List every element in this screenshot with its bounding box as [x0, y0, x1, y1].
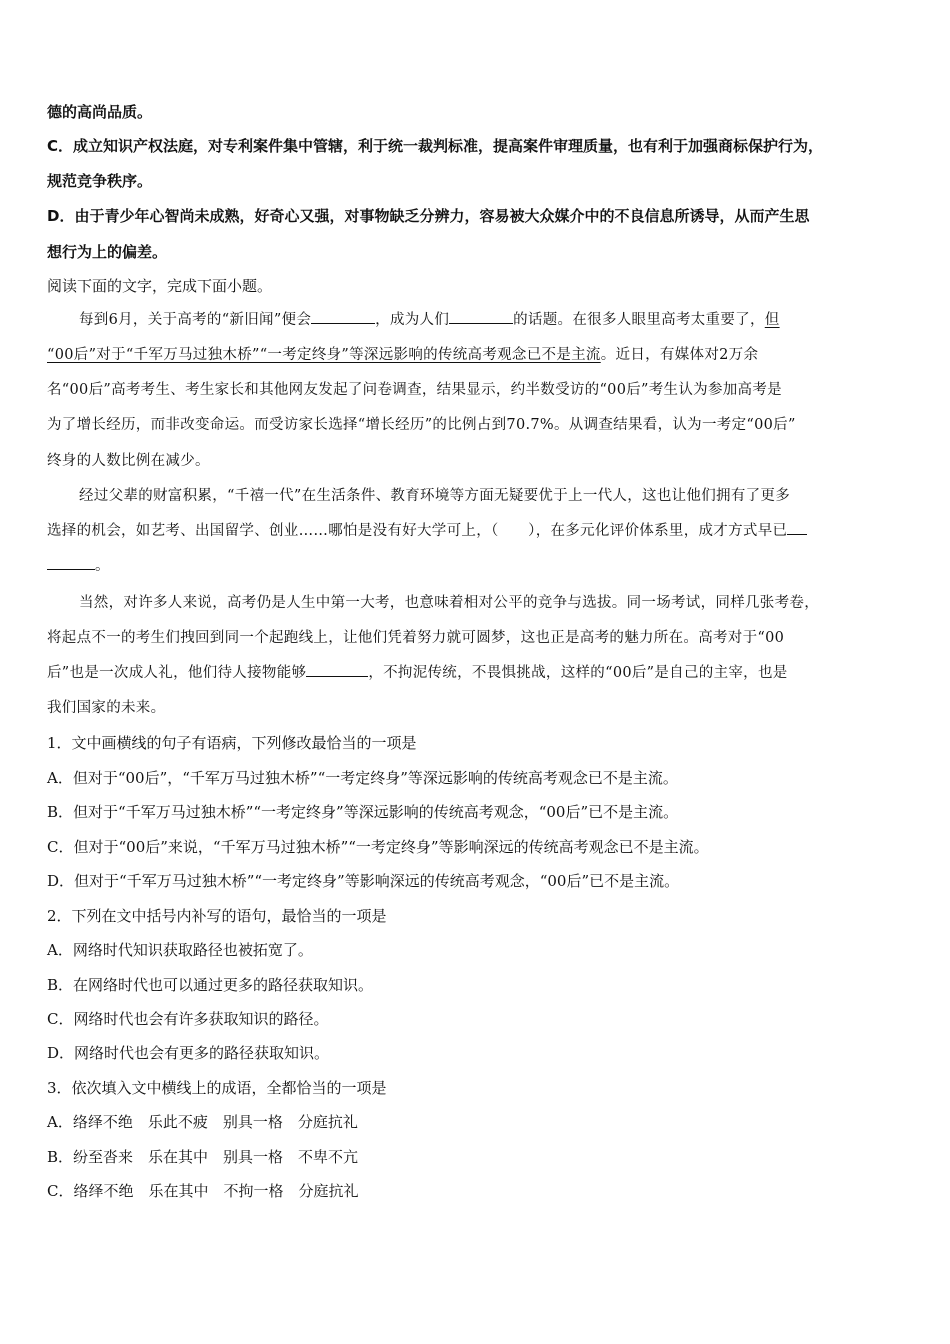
passage-p2-line1: 经过父辈的财富积累，“千禧一代”在生活条件、教育环境等方面无疑要优于上一代人，这也让他们拥有了更多	[79, 488, 791, 504]
prev-option-d-line1: D．由于青少年心智尚未成熟，好奇心又强，对事物缺乏分辨力，容易被大众媒介中的不良信息所诱导，从而产生思	[47, 207, 810, 225]
blank-2	[449, 310, 513, 324]
blank-3b	[47, 556, 95, 570]
question-1-option-c: C．但对于“00后”来说，“千军万马过独木桥”“一考定终身”等影响深远的传统高考观念已不是主流。	[47, 838, 709, 856]
question-2-stem: 2．下列在文中括号内补写的语句，最恰当的一项是	[47, 907, 387, 925]
question-3-stem: 3．依次填入文中横线上的成语，全都恰当的一项是	[47, 1079, 387, 1097]
blank-1	[311, 310, 375, 324]
question-3-option-b: B．纷至沓来 乐在其中 别具一格 不卑不亢	[47, 1148, 359, 1166]
prev-option-c-line2: 规范竞争秩序。	[47, 172, 153, 190]
passage-p1-line3: 名“00后”高考考生、考生家长和其他网友发起了问卷调查，结果显示，约半数受访的“00后”考生认为参加高考是	[47, 382, 782, 398]
question-2-option-d: D．网络时代也会有更多的路径获取知识。	[47, 1044, 330, 1062]
underlined-sentence: “00后”对于“千军万马过独木桥”“一考定终身”等深远影响的传统高考观念已不是主流	[47, 347, 601, 363]
question-2-option-b: B．在网络时代也可以通过更多的路径获取知识。	[47, 976, 374, 994]
blank-3a	[787, 521, 807, 535]
question-2-option-a: A．网络时代知识获取路径也被拓宽了。	[47, 941, 313, 959]
question-1-option-d: D．但对于“千军万马过独木桥”“一考定终身”等影响深远的传统高考观念，“00后”已不是主流。	[47, 872, 680, 890]
passage-p3-line4: 我们国家的未来。	[47, 700, 166, 716]
reading-instruction: 阅读下面的文字，完成下面小题。	[47, 277, 273, 295]
passage-p2-line2: 选择的机会，如艺考、出国留学、创业……哪怕是没有好大学可上，（ ），在多元化评价体系里，成才方式早已	[47, 521, 807, 541]
question-3-option-a: A．络绎不绝 乐此不疲 别具一格 分庭抗礼	[47, 1113, 358, 1131]
passage-p3-line3: 后”也是一次成人礼，他们待人接物能够 ，不拘泥传统，不畏惧挑战，这样的“00后”是自己的主宰，也是	[47, 665, 788, 681]
passage-p1-line2: “00后”对于“千军万马过独木桥”“一考定终身”等深远影响的传统高考观念已不是主流。近日，有媒体对2万余	[47, 347, 759, 363]
passage-p3-line2: 将起点不一的考生们拽回到同一个起跑线上，让他们凭着努力就可圆梦，这也正是高考的魅力所在。高考对于“00	[47, 630, 785, 646]
question-2-option-c: C．网络时代也会有许多获取知识的路径。	[47, 1010, 329, 1028]
passage-p1-line5: 终身的人数比例在减少。	[47, 453, 210, 469]
blank-4	[306, 663, 368, 677]
question-1-stem: 1．文中画横线的句子有语病，下列修改最恰当的一项是	[47, 734, 417, 752]
passage-p1-line1: 每到6月，关于高考的“新旧闻”便会 ，成为人们 的话题。在很多人眼里高考太重要了，但	[79, 312, 780, 328]
question-3-option-c: C．络绎不绝 乐在其中 不拘一格 分庭抗礼	[47, 1182, 359, 1200]
question-1-option-b: B．但对于“千军万马过独木桥”“一考定终身”等深远影响的传统高考观念，“00后”已不是主流。	[47, 803, 679, 821]
passage-p3-line1: 当然，对许多人来说，高考仍是人生中第一大考，也意味着相对公平的竞争与选拔。同一场考试，同样几张考卷，	[79, 595, 819, 611]
question-1-option-a: A．但对于“00后”，“千军万马过独木桥”“一考定终身”等深远影响的传统高考观念已不是主流。	[47, 769, 678, 787]
prev-option-d-line2: 想行为上的偏差。	[47, 243, 168, 261]
underlined-sentence-start: 但	[764, 312, 780, 328]
passage-p1-line4: 为了增长经历，而非改变命运。而受访家长选择“增长经历”的比例占到70.7%。从调查结果看，认为一考定“00后”	[47, 417, 796, 433]
prev-option-b-tail: 德的高尚品质。	[47, 103, 153, 121]
passage-p2-line3: 。	[47, 556, 110, 576]
prev-option-c-line1: C．成立知识产权法庭，对专利案件集中管辖，利于统一裁判标准，提高案件审理质量，也有利于加强商标保护行为，	[47, 137, 824, 155]
